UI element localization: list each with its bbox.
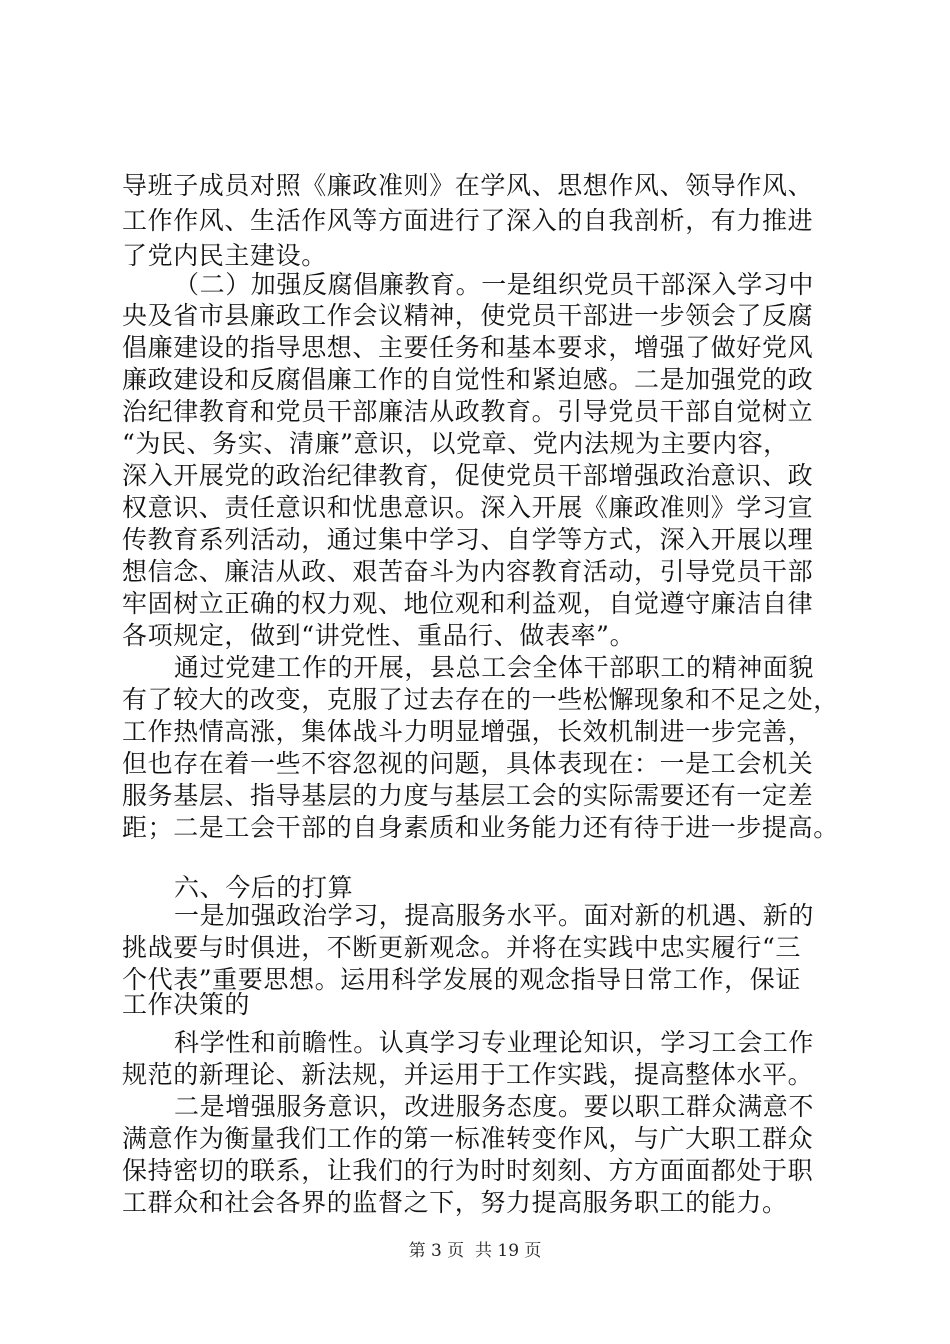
text-line: 挑战要与时俱进，不断更新观念。并将在实践中忠实履行“三 xyxy=(122,933,801,962)
text-line: 二是增强服务意识，改进服务态度。要以职工群众满意不 xyxy=(174,1092,815,1121)
text-line: 满意作为衡量我们工作的第一标准转变作风，与广大职工群众 xyxy=(122,1124,814,1153)
text-line: 工作决策的 xyxy=(122,990,251,1019)
text-line: 工作作风、生活作风等方面进行了深入的自我剖析，有力推进 xyxy=(122,206,814,235)
text-line: 规范的新理论、新法规，并运用于工作实践，提高整体水平。 xyxy=(122,1060,814,1089)
text-line: 各项规定，做到“讲党性、重品行、做表率”。 xyxy=(122,621,636,650)
page-number: 第 3 页 共 19 页 xyxy=(408,1241,542,1261)
text-line: 服务基层、指导基层的力度与基层工会的实际需要还有一定差 xyxy=(122,781,814,810)
text-line: 距；二是工会干部的自身素质和业务能力还有待于进一步提高。 xyxy=(122,813,839,842)
text-line: 但也存在着一些不容忽视的问题，具体表现在：一是工会机关 xyxy=(122,749,814,778)
text-line: 央及省市县廉政工作会议精神，使党员干部进一步领会了反腐 xyxy=(122,301,814,330)
text-line: 传教育系列活动，通过集中学习、自学等方式，深入开展以理 xyxy=(122,525,814,554)
text-line: 深入开展党的政治纪律教育，促使党员干部增强政治意识、政 xyxy=(122,461,814,490)
text-line: 一是加强政治学习，提高服务水平。面对新的机遇、新的 xyxy=(174,901,815,930)
text-line: 治纪律教育和党员干部廉洁从政教育。引导党员干部自觉树立 xyxy=(122,397,814,426)
text-line: 科学性和前瞻性。认真学习专业理论知识，学习工会工作 xyxy=(174,1028,815,1057)
text-line: 保持密切的联系，让我们的行为时时刻刻、方方面面都处于职 xyxy=(122,1156,814,1185)
text-line: （二）加强反腐倡廉教育。一是组织党员干部深入学习中 xyxy=(174,270,815,299)
text-line: 工作热情高涨，集体战斗力明显增强，长效机制进一步完善， xyxy=(122,717,814,746)
text-line: 想信念、廉洁从政、艰苦奋斗为内容教育活动，引导党员干部 xyxy=(122,557,814,586)
text-line: 权意识、责任意识和忧患意识。深入开展《廉政准则》学习宣 xyxy=(122,493,814,522)
text-line: 有了较大的改变，克服了过去存在的一些松懈现象和不足之处， xyxy=(122,685,839,714)
text-line: 了党内民主建设。 xyxy=(122,241,327,270)
text-line: 通过党建工作的开展，县总工会全体干部职工的精神面貌 xyxy=(174,653,815,682)
text-line: 牢固树立正确的权力观、地位观和利益观，自觉遵守廉洁自律 xyxy=(122,589,814,618)
text-line: “为民、务实、清廉”意识，以党章、党内法规为主要内容， xyxy=(122,429,789,458)
section-heading: 六、今后的打算 xyxy=(174,873,354,902)
text-line: 工群众和社会各界的监督之下，努力提高服务职工的能力。 xyxy=(122,1188,788,1217)
text-line: 导班子成员对照《廉政准则》在学风、思想作风、领导作风、 xyxy=(122,171,814,200)
text-line: 倡廉建设的指导思想、主要任务和基本要求，增强了做好党风 xyxy=(122,333,814,362)
text-line: 廉政建设和反腐倡廉工作的自觉性和紧迫感。二是加强党的政 xyxy=(122,365,814,394)
text-line: 个代表”重要思想。运用科学发展的观念指导日常工作，保证 xyxy=(122,965,801,994)
page-footer xyxy=(0,1240,950,1262)
